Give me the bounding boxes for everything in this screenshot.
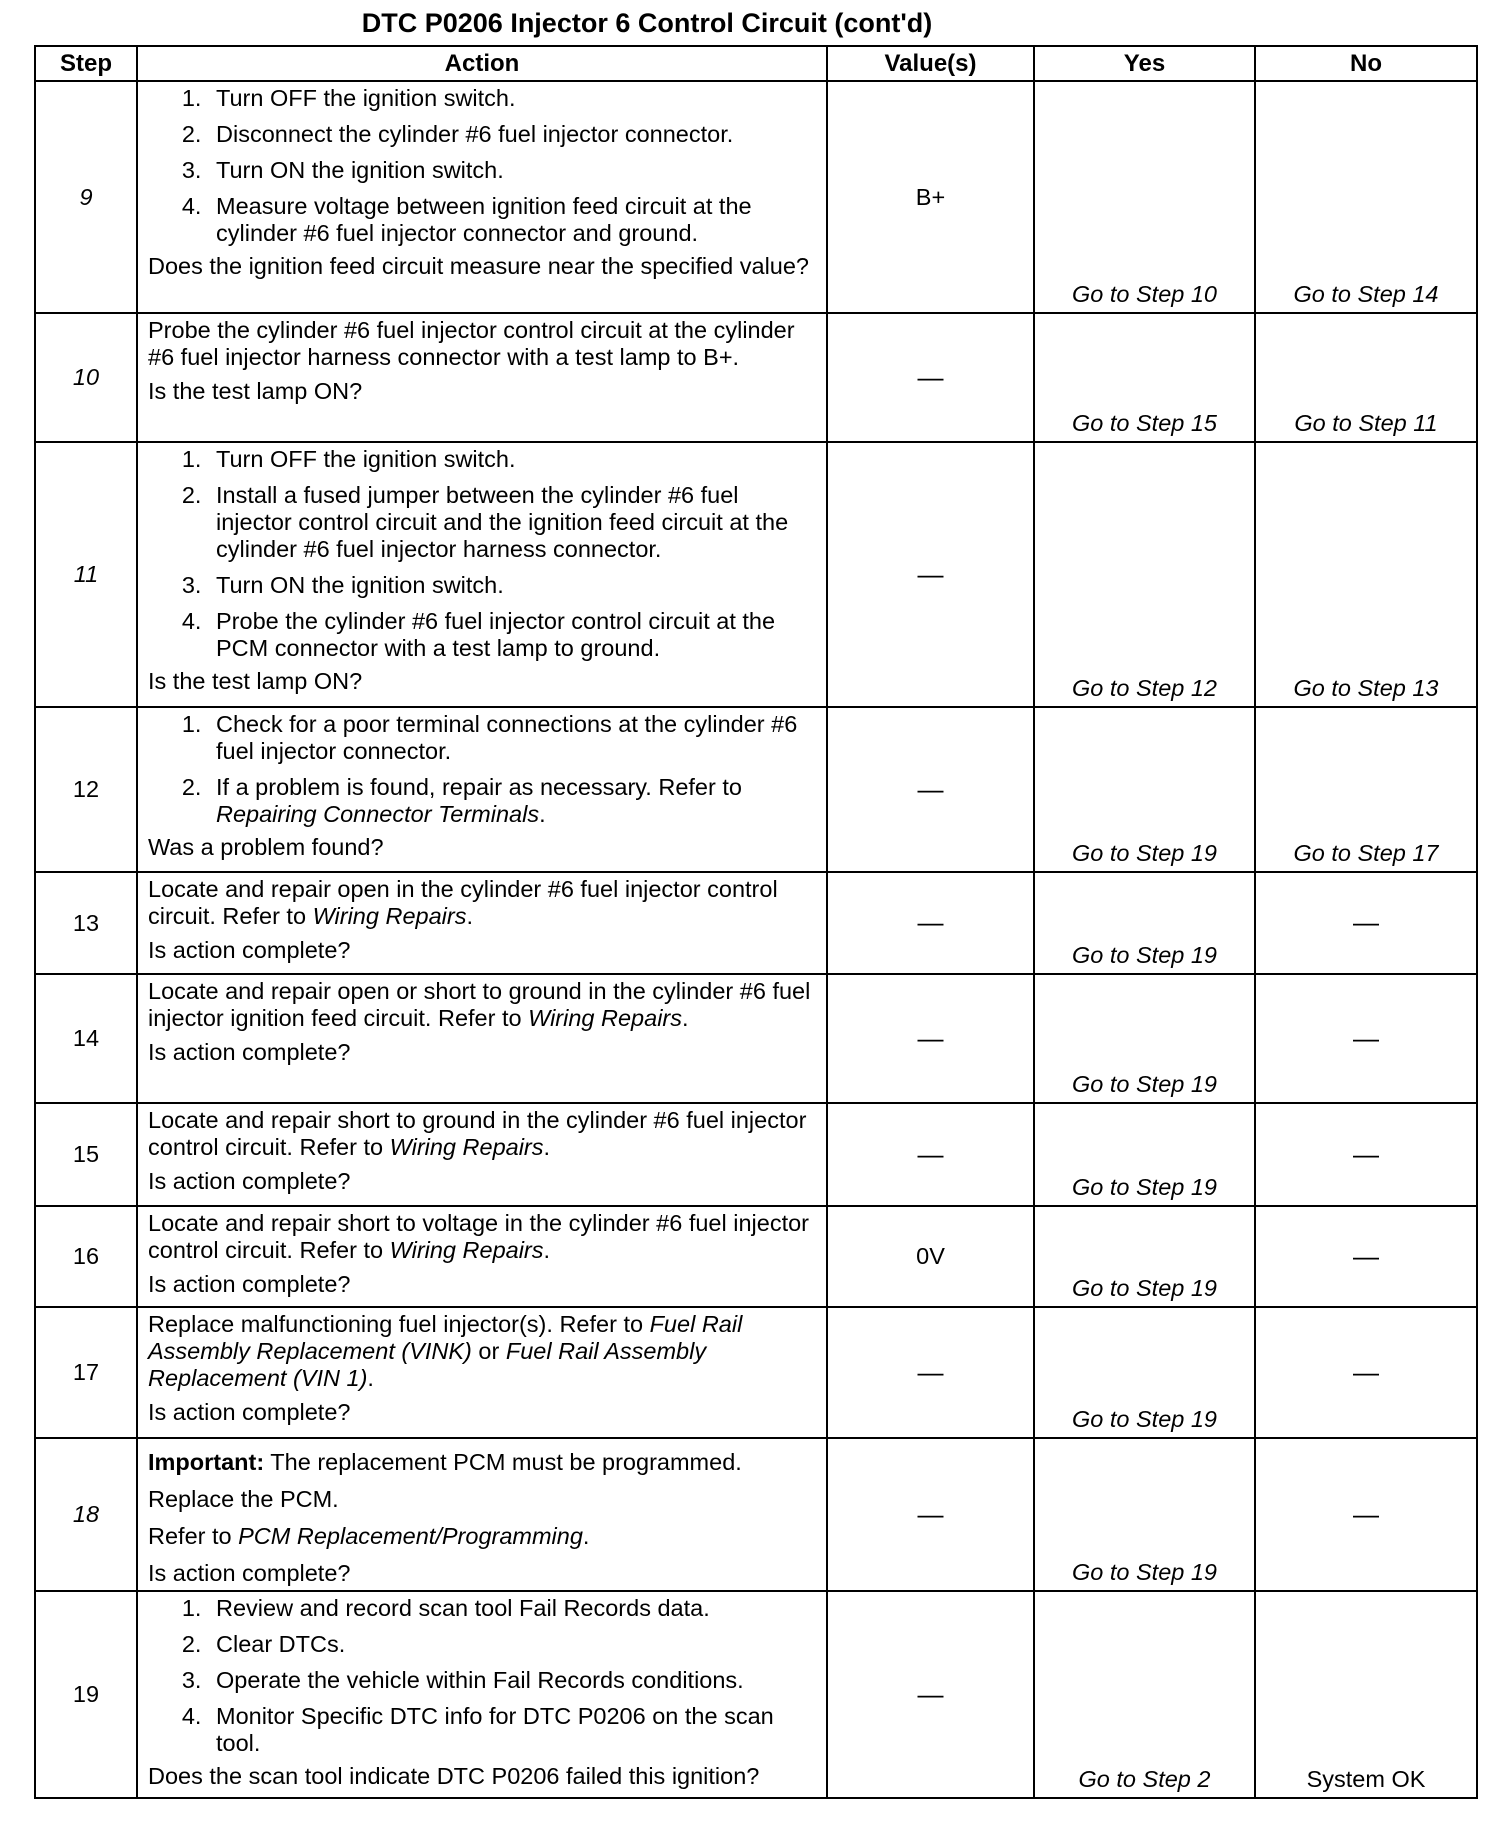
action-text-body: Refer to	[148, 1523, 232, 1549]
step-number: 18	[35, 1438, 137, 1591]
no-cell	[1255, 872, 1477, 974]
header-row	[35, 46, 1477, 81]
action-question: Is the test lamp ON?	[148, 668, 363, 694]
table-row	[35, 974, 1477, 1103]
punctuation: .	[582, 1523, 590, 1549]
reference-link[interactable]: Wiring Repairs	[312, 903, 467, 929]
value-dash: —	[917, 361, 944, 392]
action-question: Was a problem found?	[148, 834, 384, 860]
action-cell	[137, 1307, 827, 1438]
action-question: Is the test lamp ON?	[148, 378, 363, 404]
value-cell	[827, 872, 1034, 974]
action-cell	[137, 872, 827, 974]
list-item: 2. Disconnect the cylinder #6 fuel injector connector.	[208, 121, 818, 148]
yes-cell: Go to Step 19	[1034, 707, 1255, 872]
value-dash: —	[917, 1498, 944, 1529]
list-item: 4. Measure voltage between ignition feed circuit at the cylinder #6 fuel injector connector and ground.	[208, 193, 818, 247]
no-cell	[1255, 1438, 1477, 1591]
no-cell	[1255, 974, 1477, 1103]
value-cell	[827, 1591, 1034, 1798]
value-dash: —	[917, 1138, 944, 1169]
step-number: 17	[35, 1307, 137, 1438]
action-text-body: Locate and repair short to voltage in the cylinder #6 fuel injector control circuit. Refer to	[148, 1210, 810, 1263]
yes-cell: Go to Step 19	[1034, 1103, 1255, 1206]
list-item: 2. Install a fused jumper between the cylinder #6 fuel injector control circuit and the ignition feed circuit at the cylinder #6 fuel injector harness connector.	[208, 482, 818, 563]
action-text-body: Locate and repair open or short to ground in the cylinder #6 fuel injector ignition feed circuit. Refer to	[148, 978, 811, 1031]
value-cell	[827, 707, 1034, 872]
step-number: 9	[35, 81, 137, 313]
step-number: 13	[35, 872, 137, 974]
action-question: Is action complete?	[148, 1039, 351, 1065]
action-text-body: Replace malfunctioning fuel injector(s). Refer to	[148, 1311, 644, 1337]
action-text	[148, 978, 818, 1032]
action-cell	[137, 313, 827, 442]
reference-link[interactable]: PCM Replacement/Programming	[238, 1523, 583, 1549]
action-cell	[137, 1591, 827, 1798]
yes-cell: Go to Step 19	[1034, 974, 1255, 1103]
action-list	[148, 1595, 818, 1757]
header-no: No	[1255, 46, 1477, 81]
conjunction: or	[478, 1338, 500, 1364]
important-note	[148, 1449, 818, 1476]
no-cell: System OK	[1255, 1591, 1477, 1798]
no-cell: Go to Step 14	[1255, 81, 1477, 313]
yes-cell: Go to Step 10	[1034, 81, 1255, 313]
list-item: 3. Operate the vehicle within Fail Records conditions.	[208, 1667, 818, 1694]
step-number: 14	[35, 974, 137, 1103]
step-number: 11	[35, 442, 137, 707]
yes-cell: Go to Step 19	[1034, 872, 1255, 974]
action-list	[148, 711, 818, 828]
action-question: Is action complete?	[148, 1399, 351, 1425]
important-text: The replacement PCM must be programmed.	[270, 1449, 742, 1475]
value-dash: —	[917, 907, 944, 937]
action-question: Is action complete?	[148, 937, 351, 963]
table-row	[35, 1591, 1477, 1798]
action-question: Does the scan tool indicate DTC P0206 failed this ignition?	[148, 1763, 760, 1789]
action-cell	[137, 707, 827, 872]
step-number: 12	[35, 707, 137, 872]
list-item: 2. Clear DTCs.	[208, 1631, 818, 1658]
value-dash: —	[917, 1356, 944, 1387]
table-row	[35, 1438, 1477, 1591]
action-text	[148, 1311, 818, 1392]
action-text	[148, 1523, 818, 1550]
value-cell	[827, 1438, 1034, 1591]
important-label: Important:	[148, 1449, 265, 1475]
action-text-body: Locate and repair open in the cylinder #6 fuel injector control circuit. Refer to	[148, 876, 778, 929]
value-cell	[827, 442, 1034, 707]
step-number: 10	[35, 313, 137, 442]
action-question: Is action complete?	[148, 1560, 351, 1586]
action-text: Replace the PCM.	[148, 1486, 339, 1512]
step-number: 16	[35, 1206, 137, 1307]
table-row	[35, 442, 1477, 707]
punctuation: .	[543, 1237, 551, 1263]
action-cell	[137, 974, 827, 1103]
value-cell: 0V	[827, 1206, 1034, 1307]
value-cell	[827, 1307, 1034, 1438]
table-row	[35, 1206, 1477, 1307]
step-number: 19	[35, 1591, 137, 1798]
yes-cell: Go to Step 12	[1034, 442, 1255, 707]
no-cell: Go to Step 11	[1255, 313, 1477, 442]
table-row	[35, 872, 1477, 974]
reference-link[interactable]: Wiring Repairs	[389, 1134, 544, 1160]
list-item: 4. Probe the cylinder #6 fuel injector control circuit at the PCM connector with a test lamp to ground.	[208, 608, 818, 662]
action-text: Probe the cylinder #6 fuel injector control circuit at the cylinder #6 fuel injector harness connector with a test lamp to B+.	[148, 317, 795, 370]
no-cell: Go to Step 13	[1255, 442, 1477, 707]
yes-cell: Go to Step 19	[1034, 1206, 1255, 1307]
header-yes: Yes	[1034, 46, 1255, 81]
list-item: 1. Check for a poor terminal connections at the cylinder #6 fuel injector connector.	[208, 711, 818, 765]
yes-cell: Go to Step 19	[1034, 1307, 1255, 1438]
header-step: Step	[35, 46, 137, 81]
action-text	[148, 876, 818, 930]
no-cell	[1255, 1307, 1477, 1438]
list-item	[208, 774, 818, 828]
value-cell	[827, 1103, 1034, 1206]
action-question: Is action complete?	[148, 1271, 351, 1297]
header-action: Action	[137, 46, 827, 81]
list-item-text: If a problem is found, repair as necessary. Refer to	[216, 774, 742, 800]
reference-link[interactable]: Wiring Repairs	[389, 1237, 544, 1263]
punctuation: .	[466, 903, 473, 929]
action-cell	[137, 442, 827, 707]
no-dash: —	[1353, 1138, 1379, 1169]
value-dash: —	[917, 1678, 944, 1709]
punctuation: .	[367, 1365, 374, 1391]
value-dash: —	[917, 773, 944, 804]
punctuation: .	[682, 1005, 689, 1031]
table-row	[35, 313, 1477, 442]
action-text	[148, 1107, 818, 1161]
action-list	[148, 85, 818, 247]
table-row	[35, 1307, 1477, 1438]
action-question: Is action complete?	[148, 1168, 351, 1194]
action-question: Does the ignition feed circuit measure near the specified value?	[148, 253, 809, 279]
reference-link[interactable]: Fuel Rail Assembly Replacement (VINK)	[148, 1311, 743, 1364]
value-cell	[827, 313, 1034, 442]
table-row	[35, 81, 1477, 313]
list-item: 3. Turn ON the ignition switch.	[208, 572, 818, 599]
reference-link[interactable]: Fuel Rail Assembly Replacement (VIN 1)	[148, 1338, 707, 1391]
list-item: 4. Monitor Specific DTC info for DTC P0206 on the scan tool.	[208, 1703, 818, 1757]
punctuation: .	[539, 801, 546, 827]
page-title: DTC P0206 Injector 6 Control Circuit (cont'd)	[361, 8, 933, 38]
action-text-body: Locate and repair short to ground in the cylinder #6 fuel injector control circuit. Refer to	[148, 1107, 807, 1160]
action-text	[148, 1210, 818, 1264]
action-cell	[137, 1103, 827, 1206]
no-dash: —	[1353, 1240, 1379, 1271]
no-dash: —	[1353, 1356, 1379, 1387]
no-cell	[1255, 1206, 1477, 1307]
no-dash: —	[1353, 1022, 1379, 1053]
value-dash: —	[917, 558, 944, 589]
action-cell	[137, 81, 827, 313]
list-item: 1. Turn OFF the ignition switch.	[208, 446, 818, 473]
value-dash: —	[917, 1022, 944, 1053]
reference-link[interactable]: Repairing Connector Terminals	[216, 801, 540, 827]
action-list	[148, 446, 818, 662]
table-row	[35, 1103, 1477, 1206]
reference-link[interactable]: Wiring Repairs	[528, 1005, 682, 1031]
list-item: 1. Turn OFF the ignition switch.	[208, 85, 818, 112]
no-cell	[1255, 1103, 1477, 1206]
diagnostic-table	[34, 45, 1478, 1799]
action-cell	[137, 1438, 827, 1591]
no-dash: —	[1353, 1498, 1379, 1529]
no-dash: —	[1353, 907, 1379, 937]
yes-cell: Go to Step 2	[1034, 1591, 1255, 1798]
step-number: 15	[35, 1103, 137, 1206]
no-cell: Go to Step 17	[1255, 707, 1477, 872]
table-row	[35, 707, 1477, 872]
value-cell	[827, 974, 1034, 1103]
punctuation: .	[543, 1134, 551, 1160]
header-values: Value(s)	[827, 46, 1034, 81]
action-cell	[137, 1206, 827, 1307]
list-item: 1. Review and record scan tool Fail Records data.	[208, 1595, 818, 1622]
list-item: 3. Turn ON the ignition switch.	[208, 157, 818, 184]
value-cell: B+	[827, 81, 1034, 313]
yes-cell: Go to Step 15	[1034, 313, 1255, 442]
yes-cell: Go to Step 19	[1034, 1438, 1255, 1591]
